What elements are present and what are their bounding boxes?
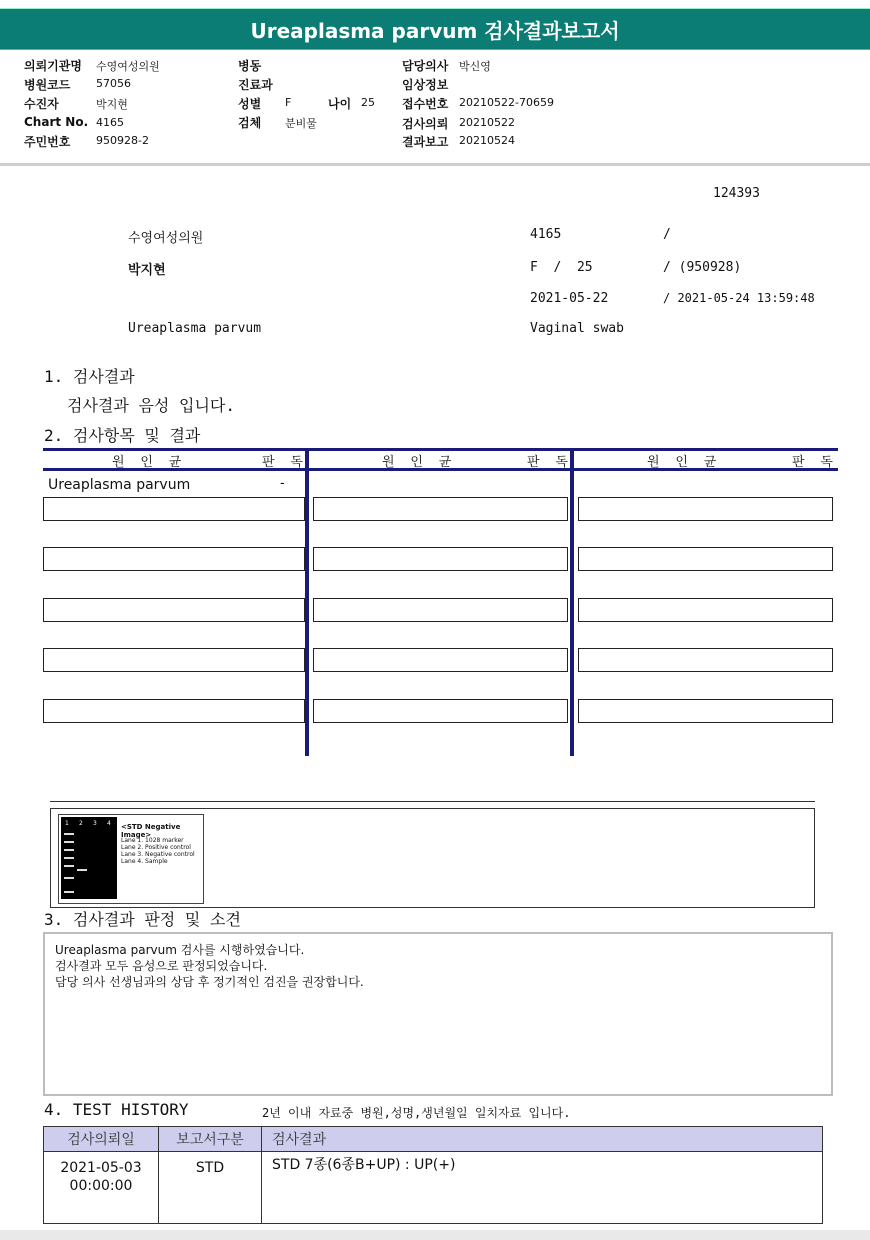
report-id: 124393 (713, 186, 760, 201)
summary-chart-no: 4165 (530, 227, 562, 242)
result-cell (43, 699, 305, 723)
chart-no-label: Chart No. (24, 115, 89, 129)
specimen-label: 검체 (238, 116, 262, 130)
gel-top-rule (50, 801, 815, 802)
col1-reading-header: 판 독 (262, 455, 307, 470)
department-label: 진료과 (238, 78, 273, 92)
summary-birth: / (950928) (663, 260, 742, 275)
header-divider (0, 163, 870, 166)
summary-institution: 수영여성의원 (128, 231, 204, 246)
requested-value: 20210522 (459, 116, 515, 129)
col2-reading-header: 판 독 (527, 455, 572, 470)
age-label: 나이 (328, 97, 352, 111)
result-cell (578, 497, 833, 521)
summary-report-datetime: / 2021-05-24 13:59:48 (663, 291, 815, 305)
section4-note: 2년 이내 자료중 병원,성명,생년월일 일치자료 입니다. (262, 1106, 571, 1120)
result-cell (313, 598, 568, 622)
gel-title: <STD Negative Image> (121, 823, 181, 839)
doctor-label: 담당의사 (402, 59, 449, 73)
report-title: Ureaplasma parvum 검사결과보고서 (0, 8, 870, 50)
result-cell (43, 648, 305, 672)
summary-specimen: Vaginal swab (530, 321, 624, 336)
result-pathogen: Ureaplasma parvum (48, 477, 191, 493)
result-cell (313, 497, 568, 521)
marker-band (64, 877, 74, 879)
resident-no-value: 950928-2 (96, 134, 149, 147)
resident-no-label: 주민번호 (24, 135, 71, 149)
gel-legend-item: Lane 2. Positive control (121, 844, 191, 851)
result-cell (313, 547, 568, 571)
section3-title: 3. 검사결과 판정 및 소견 (44, 910, 241, 929)
receipt-no-label: 접수번호 (402, 97, 449, 111)
positive-band (77, 869, 87, 871)
section1-title: 1. 검사결과 (44, 367, 135, 386)
history-time: 00:00:00 (69, 1178, 133, 1194)
col1-pathogen-header: 원 인 균 (112, 455, 186, 470)
result-cell (43, 547, 305, 571)
summary-received-date: 2021-05-22 (530, 291, 609, 306)
history-date: 2021-05-03 (60, 1160, 142, 1176)
specimen-value: 분비물 (285, 117, 317, 130)
section2-title: 2. 검사항목 및 결과 (44, 426, 201, 445)
result-cell (313, 699, 568, 723)
summary-slash: / (663, 227, 671, 242)
hospital-code-value: 57056 (96, 77, 131, 90)
marker-band (64, 833, 74, 835)
col3-pathogen-header: 원 인 균 (647, 455, 721, 470)
marker-band (64, 841, 74, 843)
chart-no-value: 4165 (96, 116, 124, 129)
result-cell (43, 598, 305, 622)
opinion-box (43, 932, 833, 1096)
result-cell (578, 598, 833, 622)
patient-label: 수진자 (24, 97, 59, 111)
summary-sex-age: F / 25 (530, 260, 593, 275)
receipt-no-value: 20210522-70659 (459, 96, 554, 109)
result-reading: - (280, 476, 285, 491)
history-type: STD (159, 1152, 262, 1224)
lane-number: 3 (93, 820, 97, 827)
history-table (43, 1126, 823, 1224)
summary-patient: 박지현 (128, 263, 166, 278)
clinical-info-label: 임상정보 (402, 78, 449, 92)
requested-label: 검사의뢰 (402, 117, 449, 131)
gel-image (58, 814, 204, 904)
history-date-cell (44, 1152, 159, 1224)
history-header-row (44, 1127, 823, 1152)
reported-value: 20210524 (459, 134, 515, 147)
history-header-date: 검사의뢰일 (44, 1127, 159, 1152)
table-row (44, 1152, 823, 1224)
opinion-line: 검사결과 모두 음성으로 판정되었습니다. (55, 959, 268, 973)
marker-band (64, 891, 74, 893)
grid-divider-2 (570, 448, 574, 756)
lane-number: 1 (65, 820, 69, 827)
summary-test-name: Ureaplasma parvum (128, 321, 262, 336)
lane-number: 4 (107, 820, 111, 827)
gel-legend-item: Lane 3. Negative control (121, 851, 195, 858)
age-value: 25 (361, 96, 375, 109)
result-cell (43, 497, 305, 521)
ward-label: 병동 (238, 59, 262, 73)
sex-value: F (285, 96, 292, 109)
opinion-line: 담당 의사 선생님과의 상담 후 정기적인 검진을 권장합니다. (55, 975, 364, 989)
result-cell (313, 648, 568, 672)
result-cell (578, 699, 833, 723)
gel-legend-item: Lane 4. Sample (121, 858, 168, 865)
patient-value: 박지현 (96, 98, 128, 111)
history-header-type: 보고서구분 (159, 1127, 262, 1152)
reported-label: 결과보고 (402, 135, 449, 149)
opinion-line: Ureaplasma parvum 검사를 시행하였습니다. (55, 943, 305, 957)
section4-title: 4. TEST HISTORY (44, 1100, 189, 1119)
marker-band (64, 865, 74, 867)
col3-reading-header: 판 독 (792, 455, 837, 470)
result-cell (578, 547, 833, 571)
gel-lanes (61, 817, 117, 899)
history-header-result: 검사결과 (262, 1127, 823, 1152)
institution-value: 수영여성의원 (96, 60, 160, 73)
section1-result: 검사결과 음성 입니다. (67, 396, 236, 415)
col2-pathogen-header: 원 인 균 (382, 455, 456, 470)
gel-legend-item: Lane 1. 1028 marker (121, 837, 184, 844)
doctor-value: 박신영 (459, 60, 491, 73)
result-cell (578, 648, 833, 672)
lane-number: 2 (79, 820, 83, 827)
institution-label: 의뢰기관명 (24, 59, 82, 73)
history-result: STD 7종(6종B+UP) : UP(+) (262, 1152, 823, 1224)
grid-divider-1 (305, 448, 309, 756)
page-bottom-bar (0, 1230, 870, 1240)
hospital-code-label: 병원코드 (24, 78, 71, 92)
sex-label: 성별 (238, 97, 262, 111)
marker-band (64, 849, 74, 851)
marker-band (64, 857, 74, 859)
